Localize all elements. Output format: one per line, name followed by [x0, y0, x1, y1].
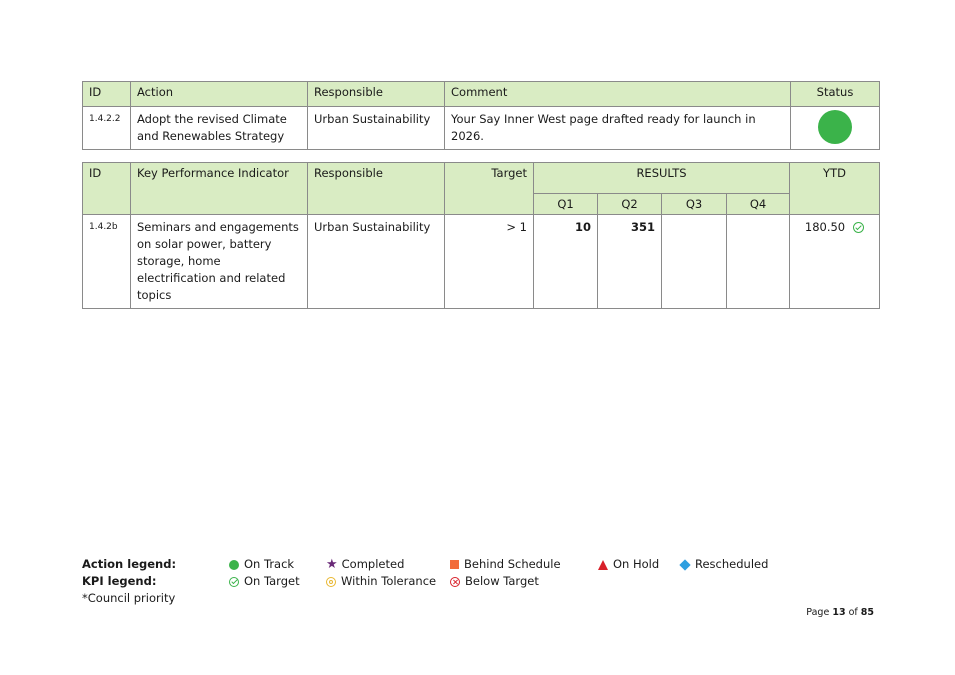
kpi-text: Seminars and engagements on solar power, battery storage, home electrification and related topics	[131, 215, 308, 309]
page-prefix: Page	[806, 607, 833, 618]
legend-completed	[326, 556, 404, 573]
kpi-ytd-value: 180.50	[804, 220, 846, 234]
purple-star-icon: ★	[326, 556, 338, 572]
header-comment: Comment	[445, 82, 791, 107]
header-q3: Q3	[662, 194, 727, 215]
legend-label: Rescheduled	[695, 557, 769, 571]
header-responsible: Responsible	[308, 82, 445, 107]
action-comment: Your Say Inner West page drafted ready for launch in 2026.	[445, 107, 791, 150]
kpi-ytd-cell	[790, 215, 880, 309]
legend-label: Behind Schedule	[464, 557, 561, 571]
header-q1: Q1	[534, 194, 598, 215]
legend-below-target	[450, 573, 539, 590]
page-number	[806, 607, 874, 618]
header-status: Status	[791, 82, 880, 107]
legend-behind-schedule	[450, 556, 561, 573]
header-results: RESULTS	[534, 163, 790, 194]
kpi-id: 1.4.2b	[83, 215, 131, 309]
kpi-q3	[662, 215, 727, 309]
action-table	[82, 81, 880, 150]
legend-label: On Target	[244, 574, 300, 588]
council-priority-note: *Council priority	[82, 591, 176, 605]
yellow-ring-icon	[326, 577, 336, 587]
legend-label: On Hold	[613, 557, 660, 571]
action-status-cell	[791, 107, 880, 150]
on-track-status-icon	[818, 110, 852, 144]
on-target-icon	[853, 222, 864, 233]
green-check-circle-icon	[229, 577, 239, 587]
header-q2: Q2	[598, 194, 662, 215]
kpi-legend-label: KPI legend:	[82, 574, 157, 588]
header-id: ID	[83, 163, 131, 215]
legend-on-hold	[598, 556, 659, 573]
header-kpi: Key Performance Indicator	[131, 163, 308, 215]
kpi-q2: 351	[598, 215, 662, 309]
kpi-responsible: Urban Sustainability	[308, 215, 445, 309]
legend-label: Completed	[341, 557, 405, 571]
action-text: Adopt the revised Climate and Renewables Strategy	[131, 107, 308, 150]
header-responsible: Responsible	[308, 163, 445, 215]
action-table-header	[83, 82, 880, 107]
blue-diamond-icon	[679, 559, 690, 570]
header-id: ID	[83, 82, 131, 107]
page-of: of	[845, 607, 861, 618]
legend-label: On Track	[244, 557, 295, 571]
table-row	[83, 107, 880, 150]
legend-label: Within Tolerance	[341, 574, 437, 588]
red-x-circle-icon	[450, 577, 460, 587]
total-pages: 85	[860, 607, 874, 618]
header-q4: Q4	[727, 194, 790, 215]
kpi-table-header	[83, 163, 880, 194]
legend-on-track	[229, 556, 294, 573]
action-legend-label: Action legend:	[82, 557, 177, 571]
green-circle-icon	[229, 560, 239, 570]
action-id: 1.4.2.2	[83, 107, 131, 150]
legend-label: Below Target	[465, 574, 539, 588]
legend-on-target	[229, 573, 300, 590]
header-action: Action	[131, 82, 308, 107]
legend-rescheduled	[681, 556, 768, 573]
kpi-q4	[727, 215, 790, 309]
header-target: Target	[445, 163, 534, 215]
red-triangle-icon	[598, 560, 608, 570]
kpi-q1: 10	[534, 215, 598, 309]
legend-within-tolerance	[326, 573, 436, 590]
kpi-target: > 1	[445, 215, 534, 309]
current-page: 13	[832, 607, 846, 618]
header-ytd: YTD	[790, 163, 880, 215]
kpi-table	[82, 162, 880, 309]
table-row	[83, 215, 880, 309]
action-responsible: Urban Sustainability	[308, 107, 445, 150]
orange-square-icon	[450, 560, 459, 569]
